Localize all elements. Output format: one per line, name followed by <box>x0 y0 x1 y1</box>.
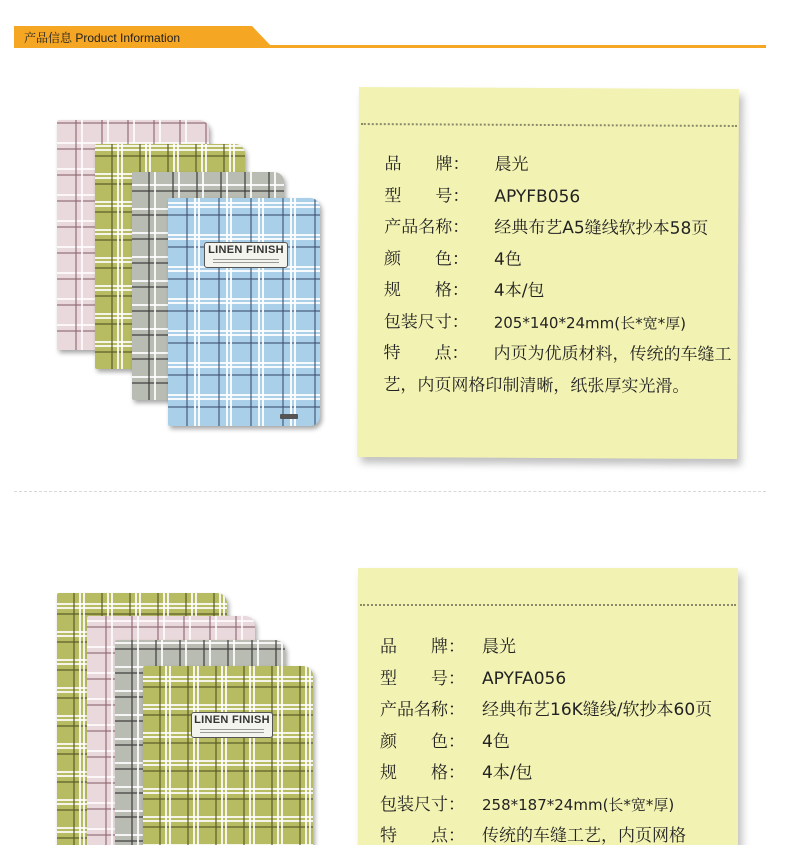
notebook-label-text: LINEN FINISH <box>194 714 270 726</box>
section-title: 产品信息 Product Information <box>24 31 181 45</box>
info-note <box>357 87 739 459</box>
spec-row-brand: 品 牌： 晨光 <box>384 154 529 175</box>
spec-row-name: 产品名称： 经典布艺A5缝线软抄本58页 <box>384 217 709 239</box>
notebook-green-front <box>143 666 313 845</box>
spec-row-feature: 特 点： 内页为优质材料，传统的车缝工艺，内页网格印制清晰，纸张厚实光滑。 <box>383 343 732 397</box>
product-block-2 <box>0 566 790 845</box>
spec-row-name: 产品名称： 经典布艺16K缝线/软抄本60页 <box>380 700 713 720</box>
spec-list <box>380 632 736 845</box>
spec-row-size: 包装尺寸： 205*140*24mm(长*宽*厚) <box>383 311 687 333</box>
spec-row-model: 型 号： APYFA056 <box>380 668 567 689</box>
product-block-1 <box>0 86 790 486</box>
notebook-label-text: LINEN FINISH <box>208 244 284 256</box>
spec-list <box>383 149 734 403</box>
spec-row-spec: 规 格： 4本/包 <box>383 280 545 301</box>
notebook-cover-label <box>204 242 288 268</box>
spec-row-size: 包装尺寸： 258*187*24mm(长*宽*厚) <box>380 794 675 815</box>
spec-row-model: 型 号： APYFB056 <box>384 185 581 207</box>
brand-logo-icon <box>280 414 298 419</box>
note-dotted-rule <box>360 604 736 606</box>
notebook-blue <box>168 198 320 426</box>
info-note <box>358 568 738 845</box>
spec-row-color: 颜 色： 4色 <box>380 731 510 752</box>
spec-row-spec: 规 格： 4本/包 <box>380 763 533 783</box>
section-divider <box>14 491 766 492</box>
notebook-cover-label <box>191 712 273 738</box>
note-dotted-rule <box>361 123 737 127</box>
notebook-label-rule <box>213 259 279 263</box>
notebook-label-rule <box>200 729 264 733</box>
spec-row-brand: 品 牌： 晨光 <box>380 637 516 657</box>
spec-row-feature: 特 点： 传统的车缝工艺，内页网格 <box>380 826 686 845</box>
section-header <box>14 26 766 50</box>
spec-row-color: 颜 色： 4色 <box>384 248 522 270</box>
